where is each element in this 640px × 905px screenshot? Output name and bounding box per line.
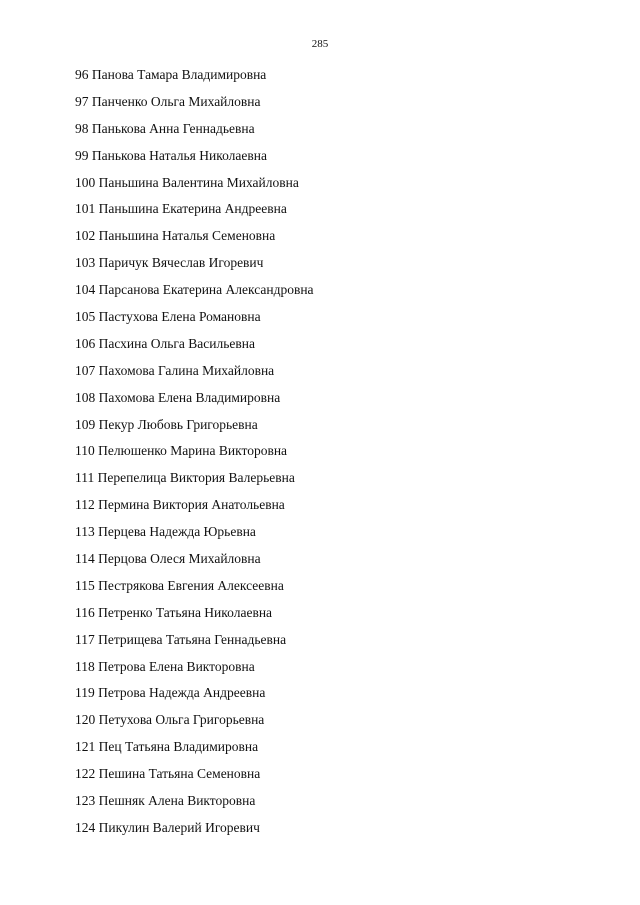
list-item: 103 Паричук Вячеслав Игоревич — [75, 255, 264, 271]
list-item: 102 Паньшина Наталья Семеновна — [75, 228, 276, 244]
list-item: 105 Пастухова Елена Романовна — [75, 309, 261, 325]
list-item: 97 Панченко Ольга Михайловна — [75, 93, 261, 109]
name-list — [75, 66, 314, 846]
list-item: 114 Перцова Олеся Михайловна — [75, 551, 261, 567]
list-item: 123 Пешняк Алена Викторовна — [75, 793, 256, 809]
list-item: 109 Пекур Любовь Григорьевна — [75, 416, 258, 432]
list-item: 107 Пахомова Галина Михайловна — [75, 362, 275, 378]
list-item: 112 Пермина Виктория Анатольевна — [75, 497, 285, 513]
list-item: 115 Пестрякова Евгения Алексеевна — [75, 577, 284, 593]
list-item: 96 Панова Тамара Владимировна — [75, 67, 267, 82]
list-item: 100 Паньшина Валентина Михайловна — [75, 174, 299, 190]
list-item: 113 Перцева Надежда Юрьевна — [75, 524, 256, 540]
list-item: 118 Петрова Елена Викторовна — [75, 658, 255, 674]
list-item: 119 Петрова Надежда Андреевна — [75, 685, 266, 701]
list-item: 98 Панькова Анна Геннадьевна — [75, 120, 255, 136]
list-item: 117 Петрищева Татьяна Геннадьевна — [75, 631, 287, 647]
list-item: 110 Пелюшенко Марина Викторовна — [75, 443, 288, 459]
list-item: 116 Петренко Татьяна Николаевна — [75, 604, 273, 620]
list-item: 108 Пахомова Елена Владимировна — [75, 389, 281, 405]
page-number: 285 — [311, 38, 329, 50]
list-item: 121 Пец Татьяна Владимировна — [75, 739, 259, 755]
list-item: 122 Пешина Татьяна Семеновна — [75, 766, 261, 782]
list-item: 106 Пасхина Ольга Васильевна — [75, 335, 255, 351]
list-item: 101 Паньшина Екатерина Андреевна — [75, 201, 287, 217]
list-item: 99 Панькова Наталья Николаевна — [75, 147, 267, 163]
list-item: 104 Парсанова Екатерина Александровна — [75, 282, 314, 298]
list-item: 124 Пикулин Валерий Игоревич — [75, 819, 260, 835]
list-item: 111 Перепелица Виктория Валерьевна — [75, 470, 295, 486]
list-item: 120 Петухова Ольга Григорьевна — [75, 712, 265, 728]
